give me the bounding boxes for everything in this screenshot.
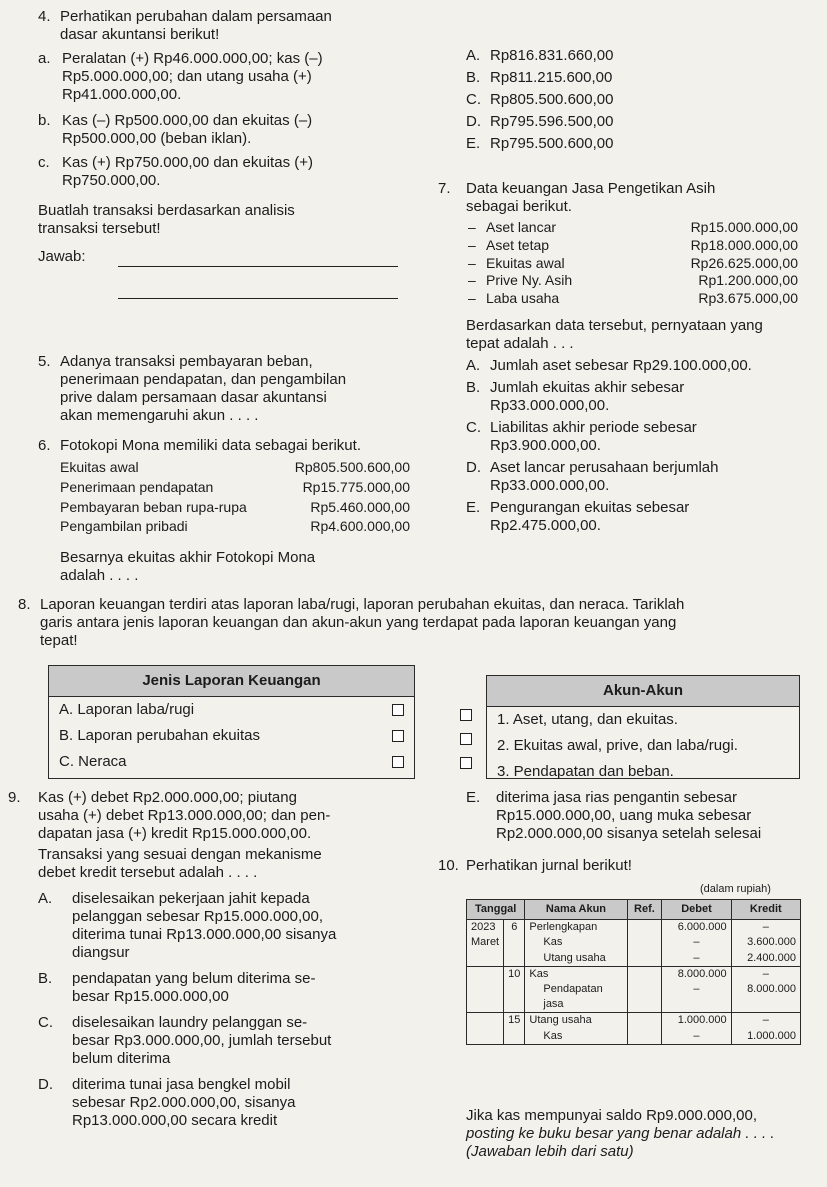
- list-item: – Ekuitas awal Rp26.625.000,00: [466, 255, 798, 272]
- unit-label: (dalam rupiah): [700, 883, 771, 895]
- list-item: Penerimaan pendapatan Rp15.775.000,00: [60, 478, 410, 495]
- answer-line[interactable]: [118, 266, 398, 267]
- question-number: 8.: [18, 596, 31, 613]
- account-item-1[interactable]: 1. Aset, utang, dan ekuitas.: [497, 711, 678, 728]
- question-7: 7. Data keuangan Jasa Pengetikan Asih sebagai berikut. – Aset lancar Rp15.000.000,00 – Aset tetap Rp18.000.000,00 – Ekuitas awal Rp26.625.000,00 – Prive Ny. Asih Rp1.200.000,00 – Laba usaha Rp3.675.000,00 Berdasarkan data tersebut, pernyataan yang tepat adalah . . . A. Jumlah aset sebesar Rp29.100.000,00. B. Jumlah ekuitas akhir sebesar Rp33.000.000,00. C. Liabilitas akhir periode sebesar Rp3.900.000,00. D. Aset lancar perusahaan berjumlah Rp33.000.000,00. E. Pengurangan ekuitas sebesar Rp2.475.000,00.: [438, 180, 798, 535]
- table-row: Pendapatan – 8.000.000: [467, 982, 801, 997]
- q10-question: Jika kas mempunyai saldo Rp9.000.000,00, posting ke buku besar yang benar adalah . . . . (Jawaban lebih dari satu): [466, 1107, 775, 1160]
- checkbox[interactable]: [460, 757, 472, 769]
- q4-item-c: c. Kas (+) Rp750.000,00 dan ekuitas (+) Rp750.000,00.: [38, 154, 313, 189]
- accounts-table: [486, 675, 800, 779]
- question-6: 6. Fotokopi Mona memiliki data sebagai berikut. Ekuitas awal Rp805.500.600,00 Penerimaan pendapatan Rp15.775.000,00 Pembayaran beban rupa-rupa Rp5.460.000,00 Pengambilan pribadi Rp4.600.000,00 Besarnya ekuitas akhir Fotokopi Mona adalah . . . .: [38, 437, 410, 585]
- q6-options: [466, 47, 656, 153]
- option-c[interactable]: C. diselesaikan laundry pelanggan se- besar Rp3.000.000,00, jumlah tersebut belum diterima: [38, 1014, 332, 1067]
- q4-item-b: b. Kas (–) Rp500.000,00 dan ekuitas (–) Rp500.000,00 (beban iklan).: [38, 112, 313, 147]
- account-item-2[interactable]: 2. Ekuitas awal, prive, dan laba/rugi.: [497, 737, 738, 754]
- list-item: Pembayaran beban rupa-rupa Rp5.460.000,00: [60, 498, 410, 515]
- answer-label: Jawab:: [38, 248, 86, 265]
- column-header: Ref.: [627, 900, 662, 920]
- option-b[interactable]: B. Rp811.215.600,00: [466, 69, 613, 86]
- question-5: 5. Adanya transaksi pembayaran beban, penerimaan pendapatan, dan pengambilan prive dalam persamaan dasar akuntansi akan memengaruhi akun . . . .: [38, 353, 347, 424]
- table-header: Jenis Laporan Keuangan: [49, 666, 414, 697]
- checkbox[interactable]: [392, 730, 404, 742]
- option-d[interactable]: D. Aset lancar perusahaan berjumlah Rp33.000.000,00.: [466, 458, 719, 494]
- table-row: 2023 6 Perlengkapan 6.000.000 –: [467, 920, 801, 936]
- question-number: 7.: [438, 180, 451, 197]
- question-4: 4. Perhatikan perubahan dalam persamaan dasar akuntansi berikut! a. Peralatan (+) Rp46.000.000,00; kas (–) Rp5.000.000,00; dan utang usaha (+) Rp41.000.000,00. b. Kas (–) Rp500.000,00 dan ekuitas (–) Rp500.000,00 (beban iklan). c. Kas (+) Rp750.000,00 dan ekuitas (+) Rp750.000,00. Buatlah transaksi berdasarkan analisis transaksi tersebut! Jawab:: [38, 8, 410, 308]
- list-item: – Aset lancar Rp15.000.000,00: [466, 219, 798, 236]
- answer-area: [38, 248, 410, 308]
- table-header: Akun-Akun: [487, 676, 799, 707]
- question-10: 10. Perhatikan jurnal berikut!: [438, 857, 632, 874]
- account-item-3[interactable]: 3. Pendapatan dan beban.: [497, 763, 674, 780]
- table-row: Utang usaha – 2.400.000: [467, 951, 801, 967]
- option-a[interactable]: A. Jumlah aset sebesar Rp29.100.000,00.: [466, 356, 752, 374]
- column-header: Nama Akun: [525, 900, 627, 920]
- option-e[interactable]: E. Rp795.500.600,00: [466, 135, 614, 152]
- question-number: 5.: [38, 353, 51, 370]
- list-item: Pengambilan pribadi Rp4.600.000,00: [60, 518, 410, 535]
- option-d[interactable]: D. diterima tunai jasa bengkel mobil sebesar Rp2.000.000,00, sisanya Rp13.000.000,00 secara kredit: [38, 1076, 296, 1129]
- table-row: 10 Kas 8.000.000 –: [467, 966, 801, 982]
- table-row: Maret Kas – 3.600.000: [467, 935, 801, 950]
- checkbox[interactable]: [392, 756, 404, 768]
- report-types-table: [48, 665, 415, 779]
- answer-line[interactable]: [118, 298, 398, 299]
- table-row: jasa: [467, 997, 801, 1013]
- checkbox[interactable]: [460, 709, 472, 721]
- list-item: – Laba usaha Rp3.675.000,00: [466, 290, 798, 307]
- q4-item-a: a. Peralatan (+) Rp46.000.000,00; kas (–) Rp5.000.000,00; dan utang usaha (+) Rp41.000.000,00.: [38, 50, 323, 103]
- question-9: 9. Kas (+) debet Rp2.000.000,00; piutang usaha (+) debet Rp13.000.000,00; dan pen- dapatan jasa (+) kredit Rp15.000.000,00. Transaksi yang sesuai dengan mekanisme debet kredit tersebut adalah . . . . A. diselesaikan pekerjaan jahit kepada pelanggan sebesar Rp15.000.000,00, diterima tunai Rp13.000.000,00 sisanya diangsur B. pendapatan yang belum diterima se- besar Rp15.000.000,00 C. diselesaikan laundry pelanggan se- besar Rp3.000.000,00, jumlah tersebut belum diterima D. diterima tunai jasa bengkel mobil sebesar Rp2.000.000,00, sisanya Rp13.000.000,00 secara kredit: [8, 789, 394, 1130]
- q6-question: Besarnya ekuitas akhir Fotokopi Mona adalah . . . .: [60, 549, 316, 585]
- list-item: – Prive Ny. Asih Rp1.200.000,00: [466, 272, 798, 289]
- checkbox[interactable]: [460, 733, 472, 745]
- report-item-b[interactable]: B. Laporan perubahan ekuitas: [49, 723, 414, 749]
- report-item-a[interactable]: A. Laporan laba/rugi: [49, 697, 414, 723]
- q7-data-list: [438, 219, 798, 307]
- option-a[interactable]: A. Rp816.831.660,00: [466, 47, 614, 64]
- column-header: Kredit: [731, 900, 800, 920]
- journal-table: [466, 899, 801, 1045]
- table-row: Kas – 1.000.000: [467, 1029, 801, 1045]
- column-header: Tanggal: [467, 900, 525, 920]
- option-b[interactable]: B. Jumlah ekuitas akhir sebesar Rp33.000.000,00.: [466, 378, 685, 414]
- column-header: Debet: [662, 900, 731, 920]
- q4-instruction: Buatlah transaksi berdasarkan analisis transaksi tersebut!: [38, 202, 295, 237]
- option-b[interactable]: B. pendapatan yang belum diterima se- besar Rp15.000.000,00: [38, 970, 316, 1005]
- option-d[interactable]: D. Rp795.596.500,00: [466, 113, 614, 130]
- list-item: – Aset tetap Rp18.000.000,00: [466, 237, 798, 254]
- question-number: 4.: [38, 8, 51, 25]
- q7-question: Berdasarkan data tersebut, pernyataan yang tepat adalah . . .: [466, 316, 763, 352]
- option-e[interactable]: E. Pengurangan ekuitas sebesar Rp2.475.000,00.: [466, 498, 690, 534]
- question-number: 9.: [8, 789, 21, 806]
- checkbox[interactable]: [392, 704, 404, 716]
- right-checkbox-column: [460, 709, 472, 769]
- question-8: 8. Laporan keuangan terdiri atas laporan laba/rugi, laporan perubahan ekuitas, dan neraca. Tariklah garis antara jenis laporan keuangan dan akun-akun yang terdapat pada laporan keuangan yang tepat!: [18, 596, 685, 649]
- list-item: Ekuitas awal Rp805.500.600,00: [60, 459, 410, 475]
- table-row: 15 Utang usaha 1.000.000 –: [467, 1013, 801, 1029]
- question-number: 6.: [38, 437, 51, 454]
- option-c[interactable]: C. Liabilitas akhir periode sebesar Rp3.900.000,00.: [466, 418, 697, 454]
- option-c[interactable]: C. Rp805.500.600,00: [466, 91, 614, 108]
- question-number: 10.: [438, 857, 459, 874]
- option-a[interactable]: A. diselesaikan pekerjaan jahit kepada pelanggan sebesar Rp15.000.000,00, diterima tunai Rp13.000.000,00 sisanya diangsur: [38, 890, 337, 961]
- report-item-c[interactable]: C. Neraca: [49, 749, 414, 775]
- q6-data-list: [38, 459, 410, 535]
- option-e[interactable]: E. diterima jasa rias pengantin sebesar Rp15.000.000,00, uang muka sebesar Rp2.000.000,00 sisanya setelah selesai: [466, 789, 762, 842]
